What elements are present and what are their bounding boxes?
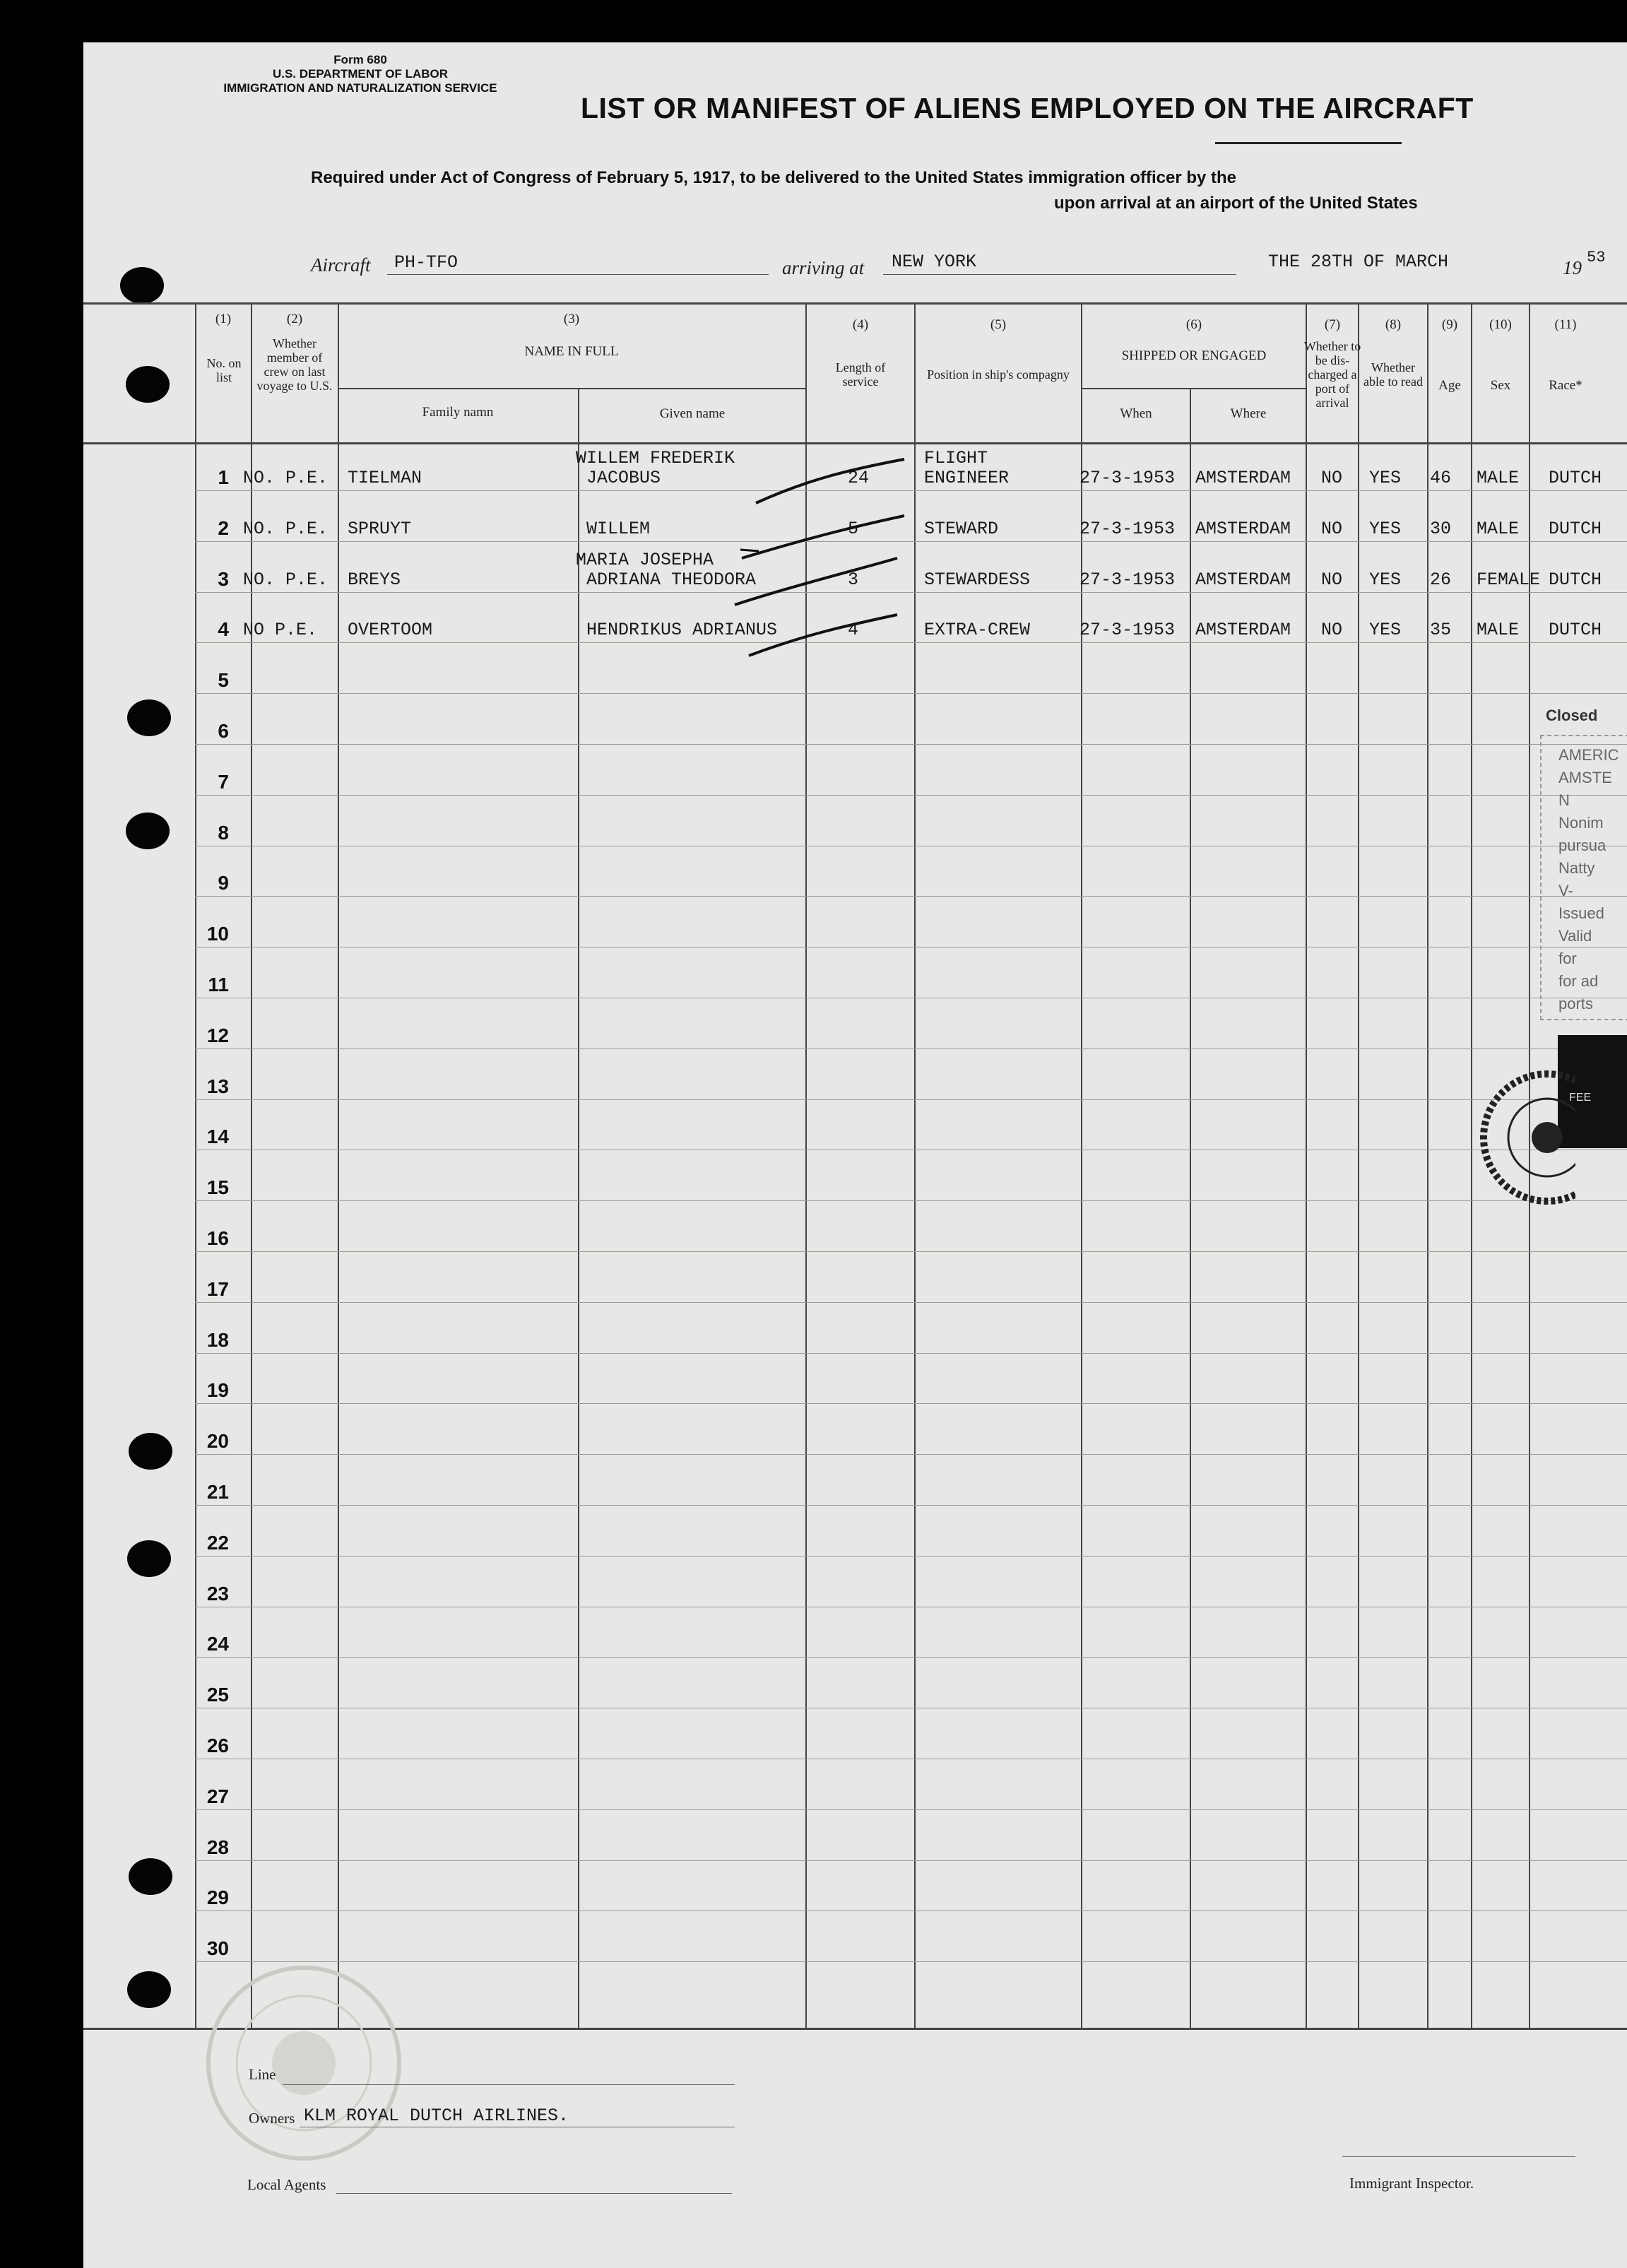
position-cell: STEWARDESS xyxy=(924,569,1031,590)
col-divider xyxy=(1081,302,1082,2030)
row-number: 28 xyxy=(206,1836,229,1858)
visa-stamp-line: N xyxy=(1558,791,1570,809)
col-6b-header: Where xyxy=(1230,406,1267,421)
subtitle-line-1: Required under Act of Congress of February 5, 1917, to be delivered to the United States immigration officer by the xyxy=(311,168,1237,187)
visa-stamp-line: Valid xyxy=(1558,927,1592,945)
line-underline xyxy=(283,2084,735,2085)
col-9-number: (9) xyxy=(1441,317,1458,332)
pen-strike xyxy=(749,615,897,656)
table-header-rule xyxy=(83,442,1627,444)
col-9-header: Age xyxy=(1438,378,1461,393)
col-5-header: Position in ship's compagny xyxy=(927,367,1070,382)
family-name-cell: OVERTOOM xyxy=(348,620,433,640)
arrival-date: THE 28TH OF MARCH xyxy=(1268,252,1449,272)
pen-strike xyxy=(742,516,904,558)
col-divider xyxy=(1427,302,1428,2030)
punch-hole xyxy=(129,1858,172,1895)
col-10-header: Sex xyxy=(1490,378,1511,393)
race-cell: DUTCH xyxy=(1549,519,1602,539)
row-rule xyxy=(195,1353,1627,1354)
row-number: 24 xyxy=(206,1633,229,1655)
col-1-number: (1) xyxy=(215,312,232,326)
row-number: 10 xyxy=(206,923,229,945)
row-number: 8 xyxy=(218,822,229,844)
aircraft-value: PH-TFO xyxy=(394,252,458,273)
sex-cell: MALE xyxy=(1477,519,1520,539)
able-to-read-cell: YES xyxy=(1369,468,1402,488)
row-number: 26 xyxy=(206,1735,229,1756)
punch-hole xyxy=(127,699,171,736)
visa-stamp-line: AMSTE xyxy=(1558,769,1612,786)
row-rule xyxy=(195,1505,1627,1506)
col-1-header: No. on list xyxy=(206,356,242,384)
row-rule xyxy=(195,693,1627,694)
row-number: 7 xyxy=(218,771,229,793)
shipped-when-cell: 27-3-1953 xyxy=(1079,569,1176,590)
row-rule xyxy=(195,896,1627,897)
shipped-where-cell: AMSTERDAM xyxy=(1195,569,1291,590)
department-name: U.S. DEPARTMENT OF LABOR xyxy=(272,67,449,81)
row-rule xyxy=(195,1302,1627,1303)
punch-hole xyxy=(126,366,170,403)
row-number: 15 xyxy=(206,1176,229,1198)
age-cell: 30 xyxy=(1430,519,1452,539)
visa-stamp-line: Issued xyxy=(1558,904,1604,922)
row-number: 2 xyxy=(218,517,229,539)
local-agents-underline xyxy=(336,2193,732,2194)
col-7-number: (7) xyxy=(1324,317,1341,332)
row-number: 23 xyxy=(206,1583,229,1605)
title-rule xyxy=(1215,142,1402,144)
owners-value: KLM ROYAL DUTCH AIRLINES. xyxy=(304,2105,569,2126)
col-divider xyxy=(578,388,579,2030)
row-rule xyxy=(195,1860,1627,1861)
arriving-underline xyxy=(883,274,1236,275)
age-cell: 35 xyxy=(1430,620,1452,640)
shipped-where-cell: AMSTERDAM xyxy=(1195,468,1291,488)
sex-cell: FEMALE xyxy=(1477,569,1541,590)
year-value: 53 xyxy=(1587,249,1606,266)
row-number: 14 xyxy=(206,1126,229,1147)
length-of-service-cell: 3 xyxy=(848,569,859,590)
punch-hole xyxy=(127,1540,171,1577)
position-cell: EXTRA-CREW xyxy=(924,620,1031,640)
visa-stamp-line: ports xyxy=(1558,995,1593,1012)
row-number: 13 xyxy=(206,1075,229,1097)
given-name-line-1-cell: WILLEM FREDERIK xyxy=(576,448,735,468)
row-number: 6 xyxy=(218,720,229,742)
col-8-number: (8) xyxy=(1385,317,1402,332)
family-name-cell: SPRUYT xyxy=(348,519,412,539)
punch-hole xyxy=(129,1433,172,1470)
pen-strike xyxy=(756,459,904,503)
fee-stamp-text: FEE xyxy=(1569,1092,1592,1104)
col-divider xyxy=(251,302,252,2030)
row-number: 12 xyxy=(206,1024,229,1046)
age-cell: 46 xyxy=(1430,468,1452,488)
row-number: 21 xyxy=(206,1481,229,1503)
visa-stamp-line: Natty xyxy=(1558,859,1595,877)
row-rule xyxy=(195,1809,1627,1810)
given-name-cell: HENDRIKUS ADRIANUS xyxy=(586,620,778,640)
given-name-cell: WILLEM xyxy=(586,519,651,539)
col-3-number: (3) xyxy=(563,312,580,326)
row-number: 4 xyxy=(218,618,229,640)
discharged-cell: NO xyxy=(1321,519,1343,539)
family-name-cell: BREYS xyxy=(348,569,401,590)
visa-stamp-line: V- xyxy=(1558,882,1573,899)
able-to-read-cell: YES xyxy=(1369,620,1402,640)
row-rule xyxy=(195,1657,1627,1658)
visa-stamp-line: pursua xyxy=(1558,837,1607,854)
shipped-when-cell: 27-3-1953 xyxy=(1079,468,1176,488)
col-11-number: (11) xyxy=(1554,317,1577,332)
row-rule xyxy=(195,795,1627,796)
punch-hole xyxy=(127,1971,171,2008)
inspector-signature-line xyxy=(1342,2156,1575,2157)
col-7-header: Whether to be dis- charged a port of arrival xyxy=(1303,339,1361,410)
discharged-cell: NO xyxy=(1321,569,1343,590)
col-3b-header: Given name xyxy=(659,406,726,421)
col-divider xyxy=(1190,388,1191,2030)
race-cell: DUTCH xyxy=(1549,569,1602,590)
row-number: 16 xyxy=(206,1227,229,1249)
position-cell: ENGINEER xyxy=(924,468,1010,488)
subtitle-line-2: upon arrival at an airport of the United States xyxy=(1054,194,1418,213)
row-rule xyxy=(195,1454,1627,1455)
immigrant-inspector-label: Immigrant Inspector. xyxy=(1349,2175,1474,2192)
name-subheader-rule xyxy=(338,388,805,389)
sex-cell: MALE xyxy=(1477,620,1520,640)
length-of-service-cell: 5 xyxy=(848,519,859,539)
row-number: 17 xyxy=(206,1278,229,1300)
row-number: 20 xyxy=(206,1430,229,1452)
service-name: IMMIGRATION AND NATURALIZATION SERVICE xyxy=(223,81,497,95)
shipped-where-cell: AMSTERDAM xyxy=(1195,519,1291,539)
row-rule xyxy=(195,1910,1627,1911)
row-rule xyxy=(195,1099,1627,1100)
col-6-number: (6) xyxy=(1185,317,1202,332)
owners-label: Owners xyxy=(249,2110,295,2127)
document-title: LIST OR MANIFEST OF ALIENS EMPLOYED ON THE AIRCRAFT xyxy=(581,92,1474,124)
col-divider xyxy=(338,302,339,2030)
able-to-read-cell: YES xyxy=(1369,569,1402,590)
col-6-header: SHIPPED OR ENGAGED xyxy=(1121,348,1267,363)
pen-strike-marks xyxy=(706,445,918,671)
form-number: Form 680 xyxy=(333,53,387,66)
line-label: Line xyxy=(249,2066,276,2083)
shipped-subheader-rule xyxy=(1081,388,1306,389)
shipped-when-cell: 27-3-1953 xyxy=(1079,620,1176,640)
col-3a-header: Family namn xyxy=(422,405,494,420)
row-number: 18 xyxy=(206,1329,229,1351)
able-to-read-cell: YES xyxy=(1369,519,1402,539)
col-3-header: NAME IN FULL xyxy=(524,344,619,359)
crew-on-last-voyage-cell: NO. P.E. xyxy=(243,519,329,539)
position-line-1-cell: FLIGHT xyxy=(924,448,988,468)
crew-on-last-voyage-cell: NO. P.E. xyxy=(243,569,329,590)
pen-strike xyxy=(740,550,759,551)
row-number: 22 xyxy=(206,1532,229,1554)
row-number: 9 xyxy=(218,872,229,894)
row-number: 25 xyxy=(206,1684,229,1706)
table-top-rule xyxy=(83,302,1627,305)
col-6a-header: When xyxy=(1120,406,1152,421)
row-number: 19 xyxy=(206,1379,229,1401)
row-rule xyxy=(195,744,1627,745)
visa-stamp-line: for ad xyxy=(1558,972,1599,990)
pen-strike xyxy=(735,558,897,605)
col-11-header: Race* xyxy=(1549,378,1582,393)
family-name-cell: TIELMAN xyxy=(348,468,422,488)
discharged-cell: NO xyxy=(1321,620,1343,640)
col-2-number: (2) xyxy=(286,312,303,326)
row-rule xyxy=(195,1200,1627,1201)
col-divider xyxy=(195,302,196,2030)
crew-on-last-voyage-cell: NO P.E. xyxy=(243,620,318,640)
visa-stamp-line: AMERIC xyxy=(1558,746,1619,764)
col-8-header: Whether able to read xyxy=(1363,360,1423,389)
row-number: 30 xyxy=(206,1937,229,1959)
row-number: 3 xyxy=(218,568,229,590)
arriving-label: arriving at xyxy=(782,257,865,278)
col-2-header: Whether member of crew on last voyage to U.S. xyxy=(256,336,333,393)
closed-stamp-text: Closed xyxy=(1546,707,1598,724)
col-divider xyxy=(1306,302,1307,2030)
age-cell: 26 xyxy=(1430,569,1452,590)
discharged-cell: NO xyxy=(1321,468,1343,488)
row-rule xyxy=(195,1556,1627,1557)
year-prefix: 19 xyxy=(1563,257,1582,278)
local-agents-label: Local Agents xyxy=(247,2176,326,2193)
row-number: 11 xyxy=(208,974,229,996)
race-cell: DUTCH xyxy=(1549,620,1602,640)
row-rule xyxy=(195,1403,1627,1404)
aircraft-label: Aircraft xyxy=(311,254,371,276)
sex-cell: MALE xyxy=(1477,468,1520,488)
row-number: 1 xyxy=(218,466,229,488)
row-number: 5 xyxy=(218,669,229,691)
aircraft-underline xyxy=(387,274,769,275)
visa-stamp-line: for xyxy=(1558,950,1577,967)
form-agency-block xyxy=(184,53,537,95)
col-10-number: (10) xyxy=(1489,317,1512,332)
visa-stamp-line: Nonim xyxy=(1558,814,1604,832)
row-number: 27 xyxy=(206,1785,229,1807)
length-of-service-cell: 24 xyxy=(848,468,870,488)
row-number: 29 xyxy=(206,1886,229,1908)
length-of-service-cell: 4 xyxy=(848,620,859,640)
given-name-cell: ADRIANA THEODORA xyxy=(586,569,757,590)
shipped-where-cell: AMSTERDAM xyxy=(1195,620,1291,640)
embossed-seal xyxy=(177,1957,431,2169)
col-divider xyxy=(1358,302,1359,2030)
position-cell: STEWARD xyxy=(924,519,999,539)
col-5-number: (5) xyxy=(990,317,1007,332)
given-name-cell: JACOBUS xyxy=(586,468,661,488)
col-4-header: Length of service xyxy=(835,360,886,389)
crew-on-last-voyage-cell: NO. P.E. xyxy=(243,468,329,488)
round-seal xyxy=(1469,1060,1575,1215)
given-name-line-1-cell: MARIA JOSEPHA xyxy=(576,550,714,570)
race-cell: DUTCH xyxy=(1549,468,1602,488)
arriving-value: NEW YORK xyxy=(892,252,977,272)
col-4-number: (4) xyxy=(852,317,869,332)
visa-stamp xyxy=(1540,735,1627,1020)
punch-hole xyxy=(126,813,170,849)
shipped-when-cell: 27-3-1953 xyxy=(1079,519,1176,539)
punch-hole xyxy=(120,267,164,304)
row-rule xyxy=(195,1251,1627,1252)
